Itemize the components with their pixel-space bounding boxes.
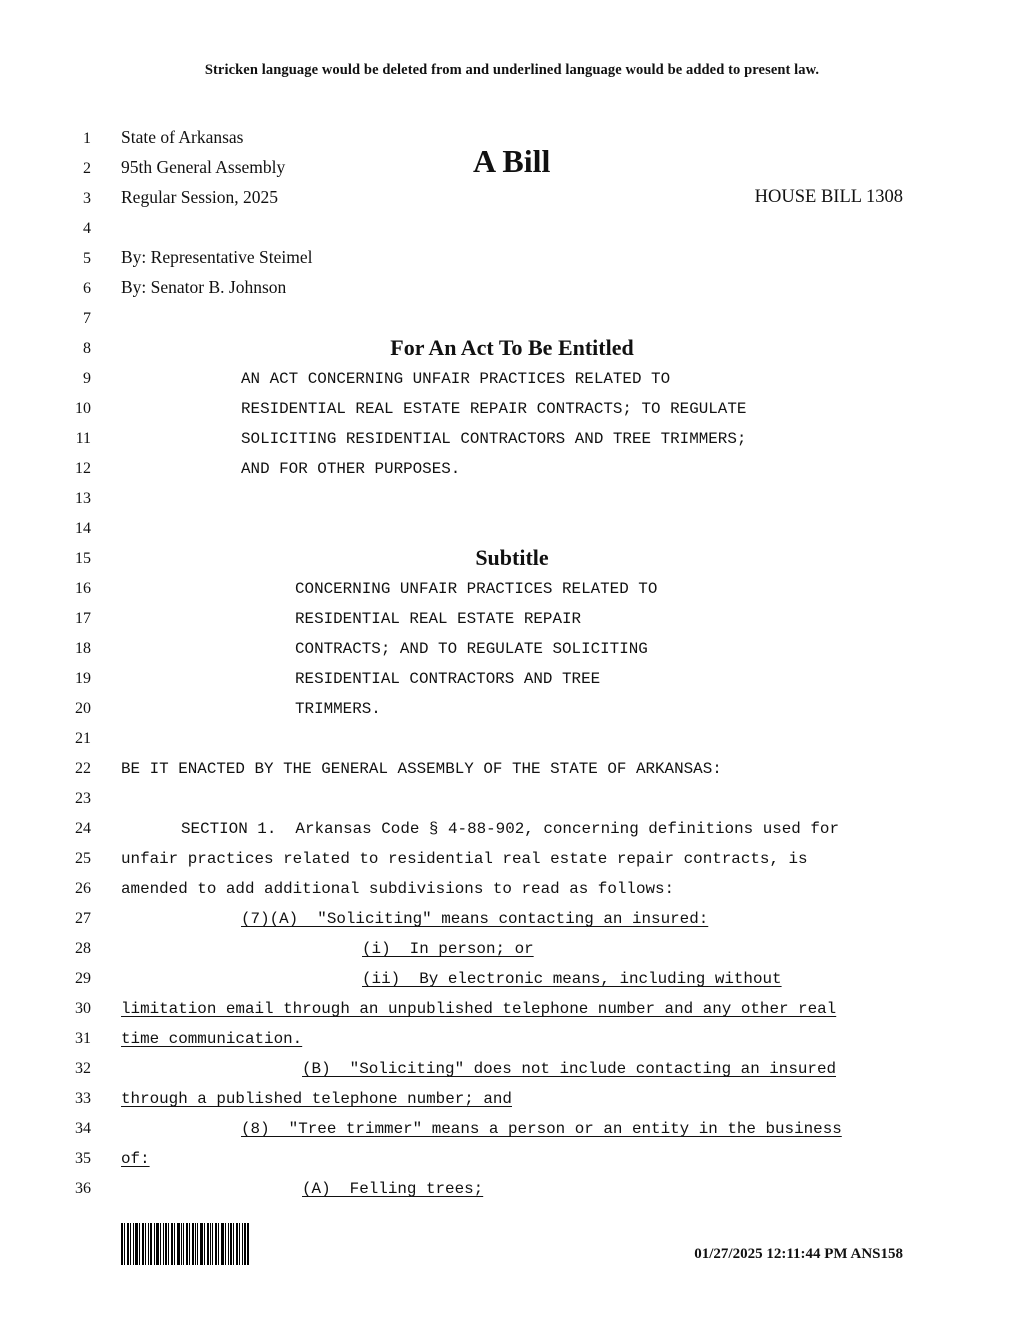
line-number: 11 — [75, 430, 91, 447]
added-text-line: (A) Felling trees; — [302, 1180, 484, 1198]
session: Regular Session, 2025 — [121, 187, 279, 207]
added-text-line: (B) "Soliciting" does not include contacting an insured — [302, 1060, 837, 1078]
barcode-icon — [121, 1223, 249, 1265]
doc-type-title: A Bill — [473, 143, 551, 179]
line-number: 16 — [75, 580, 91, 597]
line-33 — [0, 1084, 1024, 1114]
line-9 — [0, 364, 1024, 394]
line-14 — [0, 514, 1024, 544]
line-number: 34 — [75, 1120, 91, 1137]
line-28 — [0, 934, 1024, 964]
added-text-line: of: — [121, 1150, 150, 1168]
line-8 — [0, 334, 1024, 364]
line-35 — [0, 1144, 1024, 1174]
line-number: 31 — [75, 1030, 91, 1047]
line-number: 24 — [75, 820, 91, 837]
line-number: 15 — [75, 550, 91, 567]
general-assembly: 95th General Assembly — [121, 157, 286, 177]
line-number: 26 — [75, 880, 91, 897]
line-22 — [0, 754, 1024, 784]
act-title-line: AN ACT CONCERNING UNFAIR PRACTICES RELATED TO — [241, 370, 671, 388]
line-17 — [0, 604, 1024, 634]
line-number: 36 — [75, 1180, 91, 1197]
line-number: 19 — [75, 670, 91, 687]
line-11 — [0, 424, 1024, 454]
line-number: 22 — [75, 760, 91, 777]
line-23 — [0, 784, 1024, 814]
added-text-line: time communication. — [121, 1030, 303, 1048]
line-number: 30 — [75, 1000, 91, 1017]
body-line: unfair practices related to residential real estate repair contracts, is — [121, 850, 808, 868]
line-number: 21 — [75, 730, 91, 747]
act-title-line: AND FOR OTHER PURPOSES. — [241, 460, 461, 478]
body-line: amended to add additional subdivisions to read as follows: — [121, 880, 675, 898]
line-27 — [0, 904, 1024, 934]
amendment-notice: Stricken language would be deleted from and underlined language would be added to present law. — [204, 62, 820, 78]
line-number: 9 — [83, 370, 91, 387]
line-7 — [0, 304, 1024, 334]
line-5 — [0, 244, 1024, 274]
act-heading: For An Act To Be Entitled — [390, 335, 634, 360]
added-text-line: (i) In person; or — [362, 940, 534, 958]
line-number: 20 — [75, 700, 91, 717]
line-32 — [0, 1054, 1024, 1084]
line-number: 8 — [83, 340, 91, 357]
line-19 — [0, 664, 1024, 694]
line-number: 25 — [75, 850, 91, 867]
line-number: 2 — [83, 160, 91, 177]
subtitle-line: RESIDENTIAL CONTRACTORS AND TREE — [295, 670, 601, 688]
line-number: 35 — [75, 1150, 91, 1167]
act-title-line: RESIDENTIAL REAL ESTATE REPAIR CONTRACTS; TO REGULATE — [241, 400, 747, 418]
added-text-line: (8) "Tree trimmer" means a person or an entity in the business — [241, 1120, 842, 1138]
enacting-clause: BE IT ENACTED BY THE GENERAL ASSEMBLY OF THE STATE OF ARKANSAS: — [121, 760, 722, 778]
line-number: 3 — [83, 190, 91, 207]
sponsor: By: Representative Steimel — [121, 247, 313, 267]
line-18 — [0, 634, 1024, 664]
line-number: 32 — [75, 1060, 91, 1077]
line-16 — [0, 574, 1024, 604]
line-number: 18 — [75, 640, 91, 657]
line-20 — [0, 694, 1024, 724]
line-26 — [0, 874, 1024, 904]
subtitle-line: TRIMMERS. — [295, 700, 381, 718]
line-number: 13 — [75, 490, 91, 507]
line-number: 7 — [83, 310, 91, 327]
line-number: 29 — [75, 970, 91, 987]
line-29 — [0, 964, 1024, 994]
body-line: SECTION 1. Arkansas Code § 4-88-902, concerning definitions used for — [181, 820, 839, 838]
line-number: 10 — [75, 400, 91, 417]
line-number: 12 — [75, 460, 91, 477]
line-number: 27 — [75, 910, 91, 927]
state-name: State of Arkansas — [121, 127, 244, 147]
line-number: 28 — [75, 940, 91, 957]
line-number: 6 — [83, 280, 91, 297]
line-number: 33 — [75, 1090, 91, 1107]
line-25 — [0, 844, 1024, 874]
subtitle-line: CONTRACTS; AND TO REGULATE SOLICITING — [295, 640, 648, 658]
line-4 — [0, 214, 1024, 244]
line-13 — [0, 484, 1024, 514]
line-31 — [0, 1024, 1024, 1054]
line-12 — [0, 454, 1024, 484]
subtitle-line: RESIDENTIAL REAL ESTATE REPAIR — [295, 610, 582, 628]
subtitle-line: CONCERNING UNFAIR PRACTICES RELATED TO — [295, 580, 658, 598]
line-15 — [0, 544, 1024, 574]
added-text-line: limitation email through an unpublished telephone number and any other real — [121, 1000, 837, 1018]
line-36 — [0, 1174, 1024, 1204]
line-number: 14 — [75, 520, 91, 537]
added-text-line: through a published telephone number; and — [121, 1090, 512, 1108]
line-24 — [0, 814, 1024, 844]
line-30 — [0, 994, 1024, 1024]
added-text-line: (ii) By electronic means, including without — [362, 970, 782, 988]
line-21 — [0, 724, 1024, 754]
act-title-line: SOLICITING RESIDENTIAL CONTRACTORS AND TREE TRIMMERS; — [241, 430, 747, 448]
sponsor: By: Senator B. Johnson — [121, 277, 287, 297]
document-timestamp: 01/27/2025 12:11:44 PM ANS158 — [694, 1246, 903, 1262]
bill-number: HOUSE BILL 1308 — [754, 187, 903, 207]
line-3 — [0, 184, 1024, 214]
line-10 — [0, 394, 1024, 424]
line-number: 1 — [83, 130, 91, 147]
line-number: 23 — [75, 790, 91, 807]
added-text-line: (7)(A) "Soliciting" means contacting an insured: — [241, 910, 709, 928]
line-number: 5 — [83, 250, 91, 267]
line-number: 17 — [75, 610, 91, 627]
subtitle-heading: Subtitle — [475, 545, 549, 570]
line-34 — [0, 1114, 1024, 1144]
line-6 — [0, 274, 1024, 304]
line-number: 4 — [83, 220, 91, 237]
